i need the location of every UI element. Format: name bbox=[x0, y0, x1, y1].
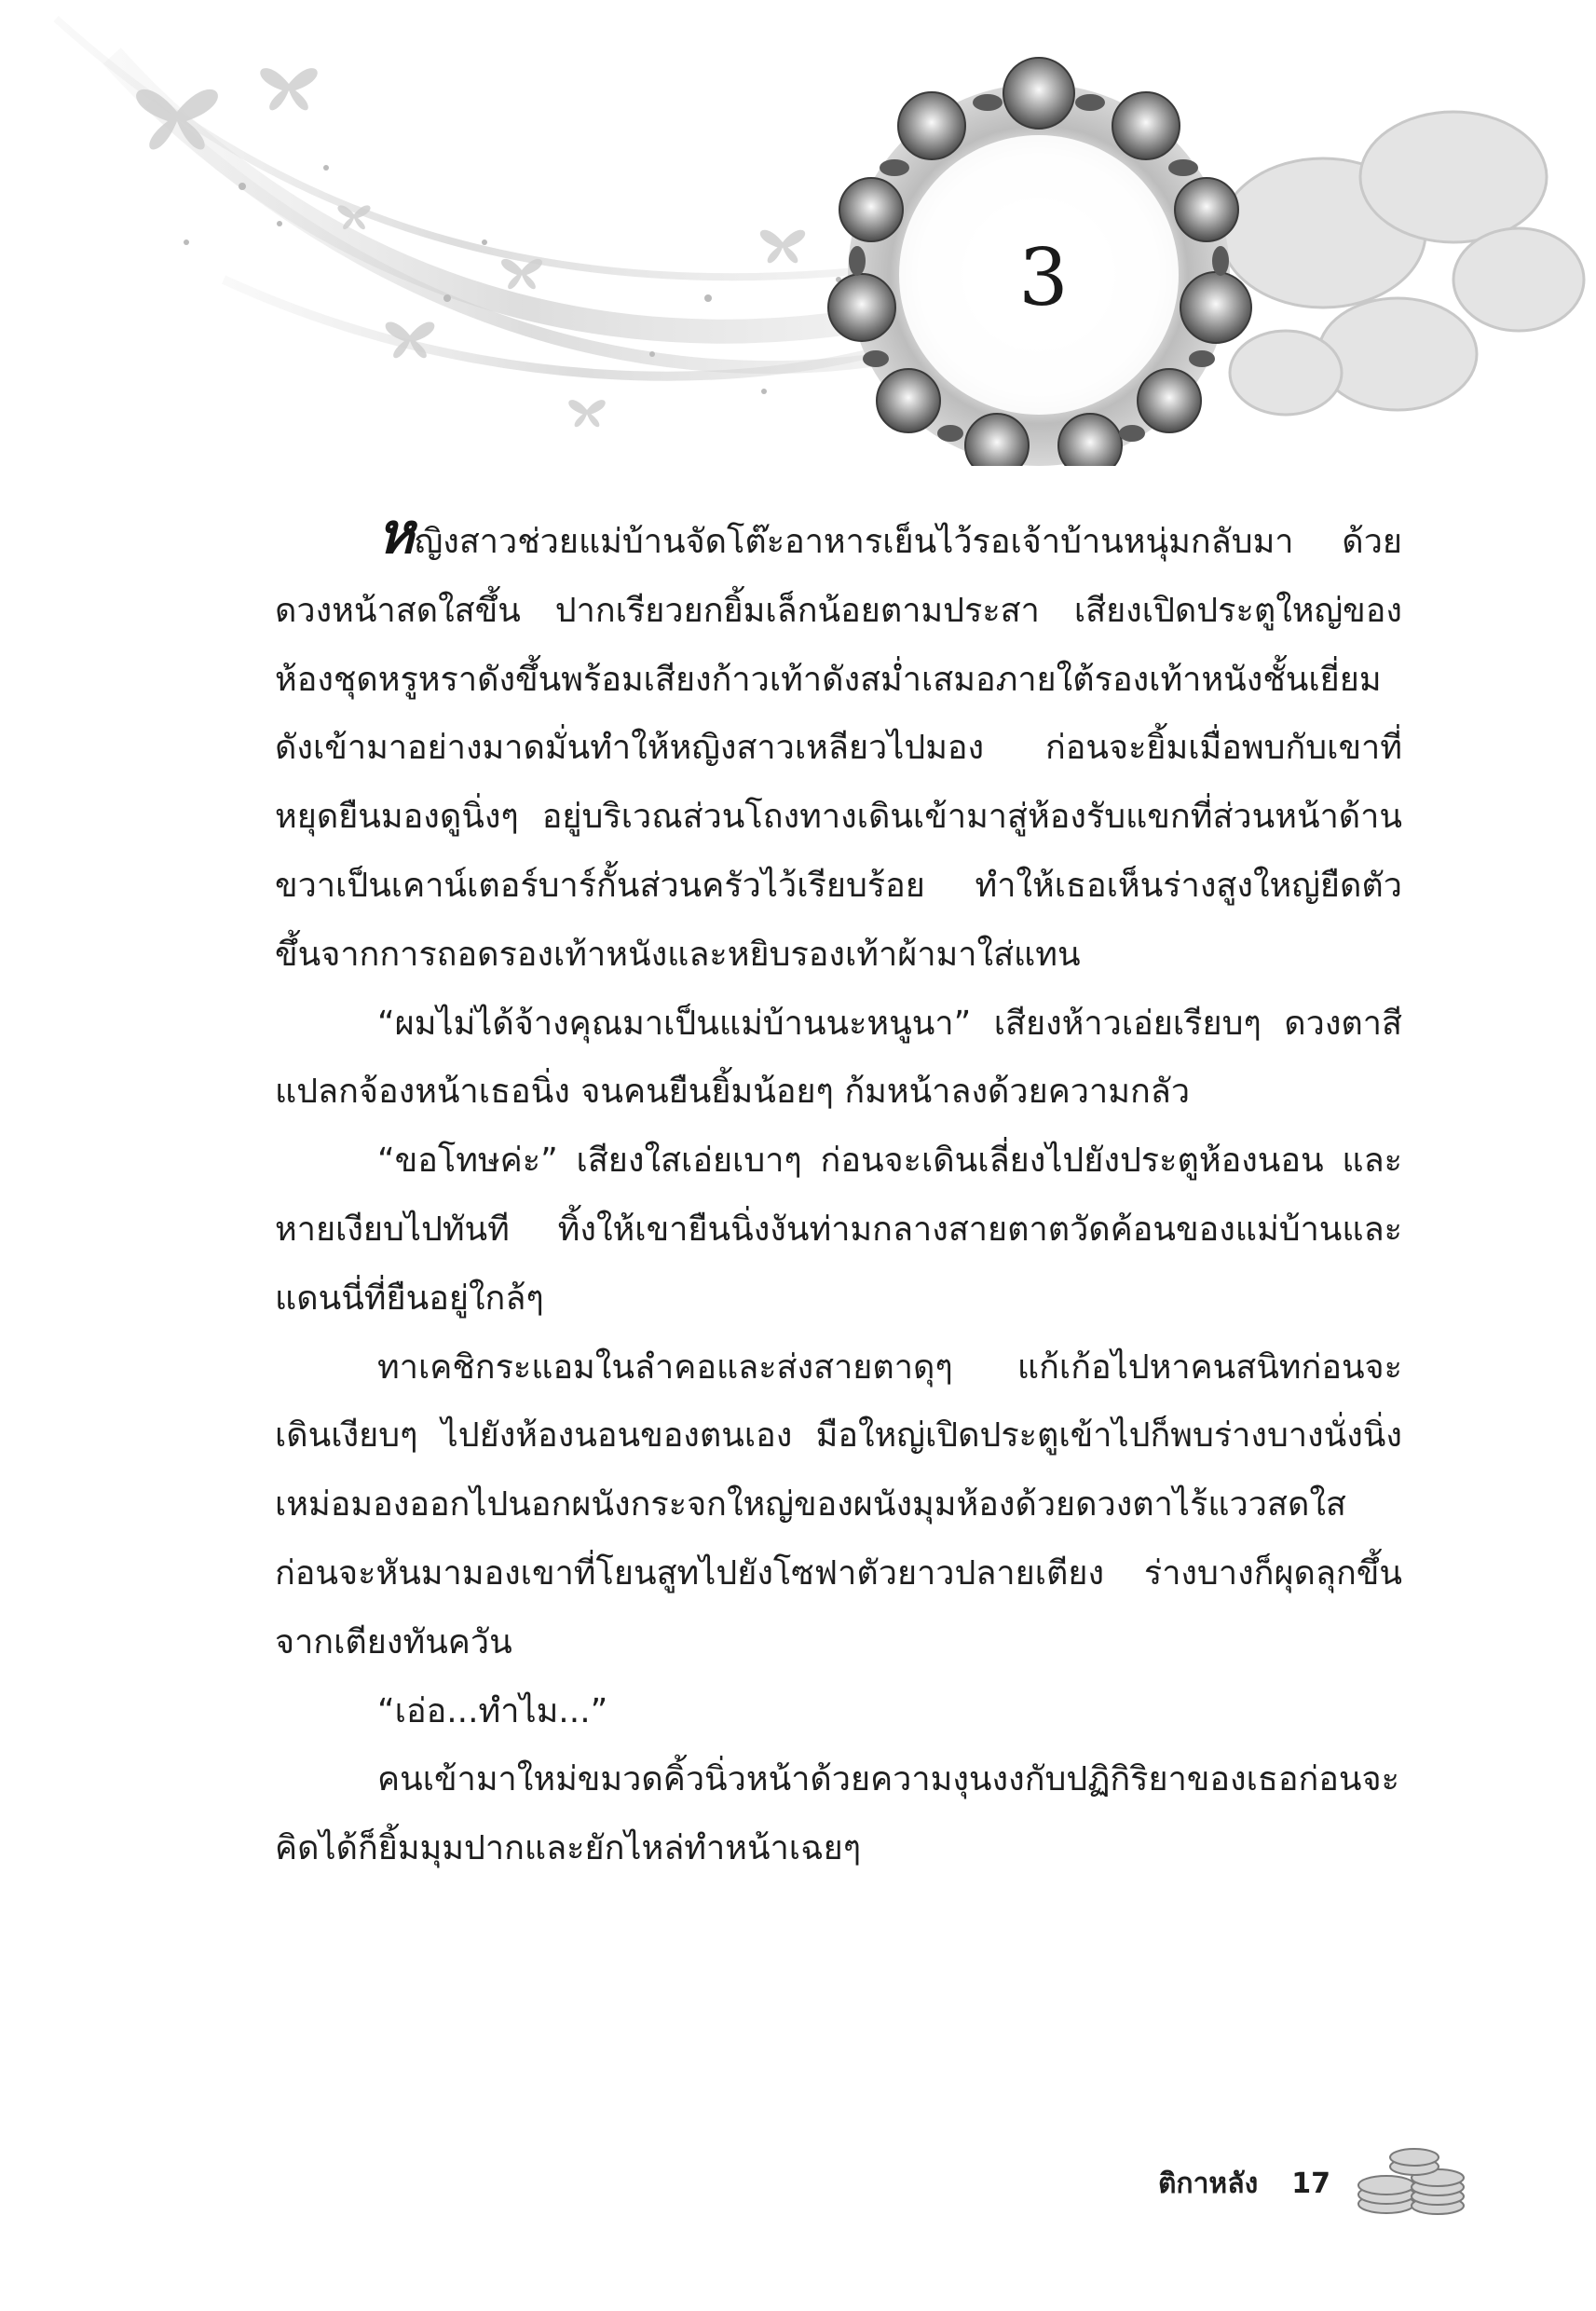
book-title: ติกาหลัง bbox=[1157, 2167, 1259, 2200]
paragraph-5: “เอ่อ...ทำไม...” bbox=[377, 1691, 608, 1730]
chapter-header-decoration bbox=[0, 0, 1596, 466]
paragraph-6: คนเข้ามาใหม่ขมวดคิ้วนิ่วหน้าด้วยความงุนงงกับปฏิกิริยาของเธอก่อนจะคิดได้ก็ยิ้มมุมปากและยักไหล่ทำหน้าเฉยๆ bbox=[275, 1760, 1399, 1868]
paragraph-3: “ขอโทษค่ะ” เสียงใสเอ่ยเบาๆ ก่อนจะเดินเลี่ยงไปยังประตูห้องนอน และหายเงียบไปทันที ทิ้งให้เขายืนนิ่งงันท่ามกลางสายตาตวัดค้อนของแม่บ้านและแดนนี่ที่ยืนอยู่ใกล้ๆ bbox=[275, 1142, 1402, 1318]
paragraph-1-text: ญิงสาวช่วยแม่บ้านจัดโต๊ะอาหารเย็นไว้รอเจ้าบ้านหนุ่มกลับมา ด้วยดวงหน้าสดใสขึ้น ปากเรียวยกยิ้มเล็กน้อยตามประสา เสียงเปิดประตูใหญ่ของห้องชุดหรูหราดังขึ้นพร้อมเสียงก้าวเท้าดังสม่ำเสมอภายใต้รองเท้าหนังชั้นเยี่ยมดังเข้ามาอย่างมาดมั่นทำให้หญิงสาวเหลียวไปมอง ก่อนจะยิ้มเมื่อพบกับเขาที่หยุดยืนมองดูนิ่งๆ อยู่บริเวณส่วนโถงทางเดินเข้ามาสู่ห้องรับแขกที่ส่วนหน้าด้านขวาเป็นเคาน์เตอร์บาร์กั้นส่วนครัวไว้เรียบร้อย ทำให้เธอเห็นร่างสูงใหญ่ยืดตัวขึ้นจากการถอดรองเท้าหนังและหยิบรองเท้าผ้ามาใส่แทน bbox=[275, 523, 1402, 974]
flower-spray bbox=[1221, 112, 1584, 415]
chapter-number: 3 bbox=[1018, 232, 1069, 323]
swoosh-ribbons bbox=[56, 19, 932, 376]
paragraph-2: “ผมไม่ได้จ้างคุณมาเป็นแม่บ้านนะหนูนา” เสียงห้าวเอ่ยเรียบๆ ดวงตาสีแปลกจ้องหน้าเธอนิ่ง จนคนยืนยิ้มน้อยๆ ก้มหน้าลงด้วยความกลัว bbox=[275, 1004, 1402, 1112]
chapter-body bbox=[275, 501, 1402, 1883]
paragraph-1 bbox=[275, 501, 1402, 990]
drop-cap: ห bbox=[377, 501, 415, 567]
page-number: 17 bbox=[1291, 2167, 1330, 2200]
paragraph-4: ทาเคชิกระแอมในลำคอและส่งสายตาดุๆ แก้เก้อไปหาคนสนิทก่อนจะเดินเงียบๆ ไปยังห้องนอนของตนเอง มือใหญ่เปิดประตูเข้าไปก็พบร่างบางนั่งนิ่งเหม่อมองออกไปนอกผนังกระจกใหญ่ของผนังมุมห้องด้วยดวงตาไร้แววสดใส ก่อนจะหันมามองเขาที่โยนสูทไปยังโซฟาตัวยาวปลายเตียง ร่างบางก็ผุดลุกขึ้นจากเตียงทันควัน bbox=[275, 1347, 1402, 1661]
coin-stack-icon bbox=[1349, 2139, 1480, 2222]
page-footer bbox=[1158, 2160, 1330, 2207]
